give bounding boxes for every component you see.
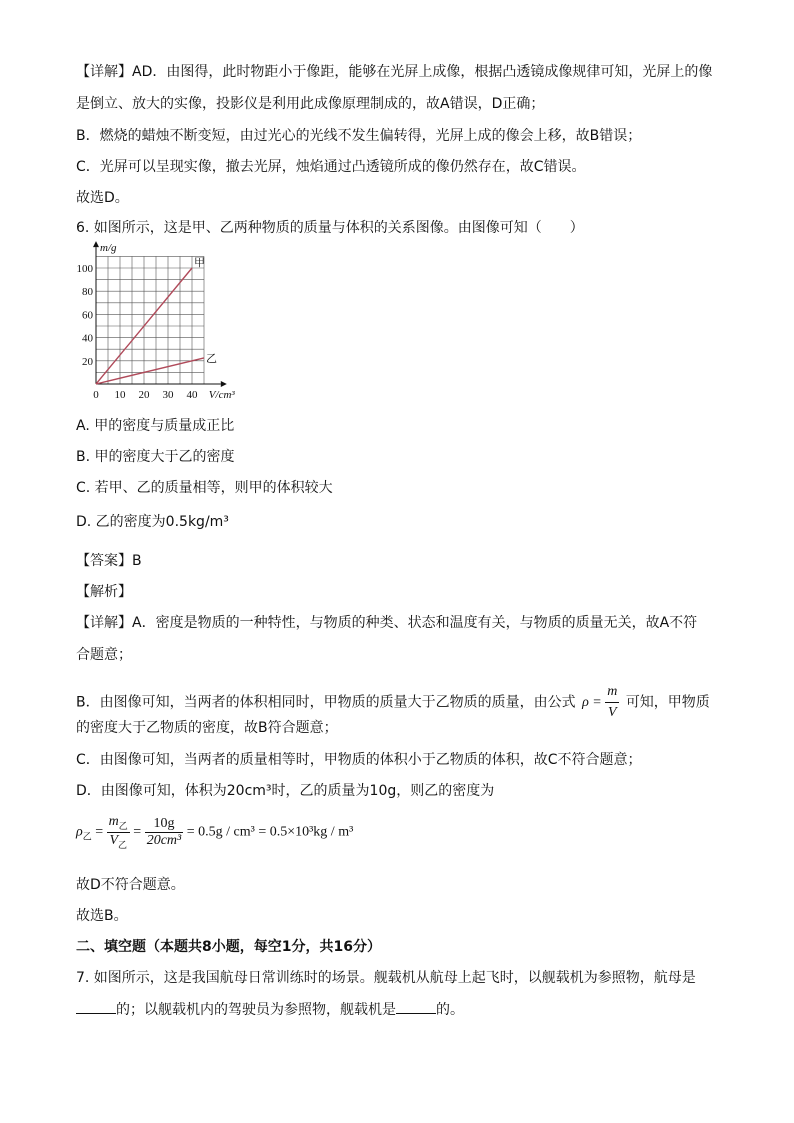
x-tick-label: 40	[186, 389, 198, 401]
answer-blank-2[interactable]	[396, 999, 436, 1014]
answer-blank-1[interactable]	[76, 999, 116, 1014]
x-tick-label: 0	[93, 389, 99, 401]
calc-rho-sub: 乙	[82, 831, 92, 842]
formula-fraction	[605, 682, 619, 723]
text-line: 的密度大于乙物质的密度，故B符合题意；	[76, 720, 338, 736]
series-line-1	[96, 358, 204, 384]
formula-lhs: ρ =	[582, 694, 602, 710]
text-line: 【详解】AD．由图得，此时物距小于像距，能够在光屏上成像，根据凸透镜成像规律可知，光屏上的像	[76, 64, 713, 80]
text-line: C．由图像可知，当两者的质量相等时，甲物质的体积小于乙物质的体积，故C不符合题意；	[76, 752, 642, 768]
mass-volume-chart	[74, 242, 254, 402]
option-b: B. 甲的密度大于乙的密度	[76, 449, 235, 465]
calc-m-sub: 乙	[118, 820, 128, 831]
y-tick-label: 100	[76, 263, 93, 275]
text-segment: 的。	[436, 1002, 464, 1018]
text-segment: 可知，甲物质	[625, 694, 710, 711]
calc-eq: =	[95, 824, 104, 840]
y-axis-arrow	[93, 241, 99, 247]
question-7-blanks	[76, 999, 464, 1020]
text-line: 是倒立、放大的实像，投影仪是利用此成像原理制成的，故A错误，D正确；	[76, 96, 545, 112]
text-line: 合题意；	[76, 647, 132, 663]
calc-v: V	[109, 832, 118, 848]
x-axis-arrow	[221, 381, 227, 387]
calc-result: = 0.5g / cm³ = 0.5×10³kg / m³	[186, 824, 354, 840]
option-a: A. 甲的密度与质量成正比	[76, 418, 235, 434]
text-line: 【详解】A．密度是物质的一种特性，与物质的种类、状态和温度有关，与物质的质量无关，故A不符	[76, 615, 698, 631]
formula-denominator: V	[608, 705, 617, 720]
y-tick-label: 80	[82, 286, 93, 299]
question-7-stem: 7. 如图所示，这是我国航母日常训练时的场景。舰载机从航母上起飞时，以舰载机为参照物，航母是	[76, 970, 696, 986]
x-axis-label: V/cm³	[208, 389, 235, 401]
text-segment: B．由图像可知，当两者的体积相同时，甲物质的质量大于乙物质的质量，由公式	[76, 694, 576, 711]
calc-fraction-1	[107, 814, 130, 851]
calc-v-sub: 乙	[118, 839, 128, 850]
x-tick-label: 30	[162, 389, 174, 401]
calc-eq: =	[133, 824, 142, 840]
density-formula	[582, 682, 619, 723]
text-line	[76, 682, 710, 723]
series-label-0: 甲	[194, 257, 205, 269]
y-tick-label: 20	[82, 355, 93, 368]
text-line: 故选B。	[76, 908, 128, 924]
y-axis-label: m/g	[100, 242, 117, 255]
calc-m: m	[108, 814, 119, 829]
text-line: 故D不符合题意。	[76, 877, 185, 893]
text-line: 故选D。	[76, 190, 129, 206]
text-line: D．由图像可知，体积为20cm³时，乙的质量为10g，则乙的密度为	[76, 783, 495, 799]
analysis-label: 【解析】	[76, 584, 132, 600]
y-tick-label: 60	[82, 309, 93, 322]
series-label-1: 乙	[206, 352, 217, 365]
text-segment: 的；以舰载机内的驾驶员为参照物，舰载机是	[116, 1002, 396, 1018]
density-calculation	[76, 814, 353, 851]
option-c: C. 若甲、乙的质量相等，则甲的体积较大	[76, 480, 333, 496]
answer-label: 【答案】B	[76, 553, 142, 569]
option-d: D. 乙的密度为0.5kg/m³	[76, 514, 229, 530]
x-tick-label: 10	[114, 389, 126, 401]
formula-numerator: m	[605, 682, 619, 703]
x-tick-label: 20	[138, 389, 150, 401]
calc-rho: ρ	[76, 824, 83, 840]
calc-10g: 10g	[145, 816, 184, 833]
calc-20cm3: 20cm³	[146, 832, 182, 848]
question-6-stem: 6. 如图所示，这是甲、乙两种物质的质量与体积的关系图像。由图像可知（ ）	[76, 220, 584, 236]
text-line: C．光屏可以呈现实像，撤去光屏，烛焰通过凸透镜所成的像仍然存在，故C错误。	[76, 159, 586, 175]
text-line: B．燃烧的蜡烛不断变短，由过光心的光线不发生偏转得，光屏上成的像会上移，故B错误；	[76, 128, 642, 144]
section-heading: 二、填空题（本题共8小题，每空1分，共16分）	[76, 939, 381, 955]
y-tick-label: 40	[82, 332, 93, 345]
calc-fraction-2	[145, 816, 184, 849]
